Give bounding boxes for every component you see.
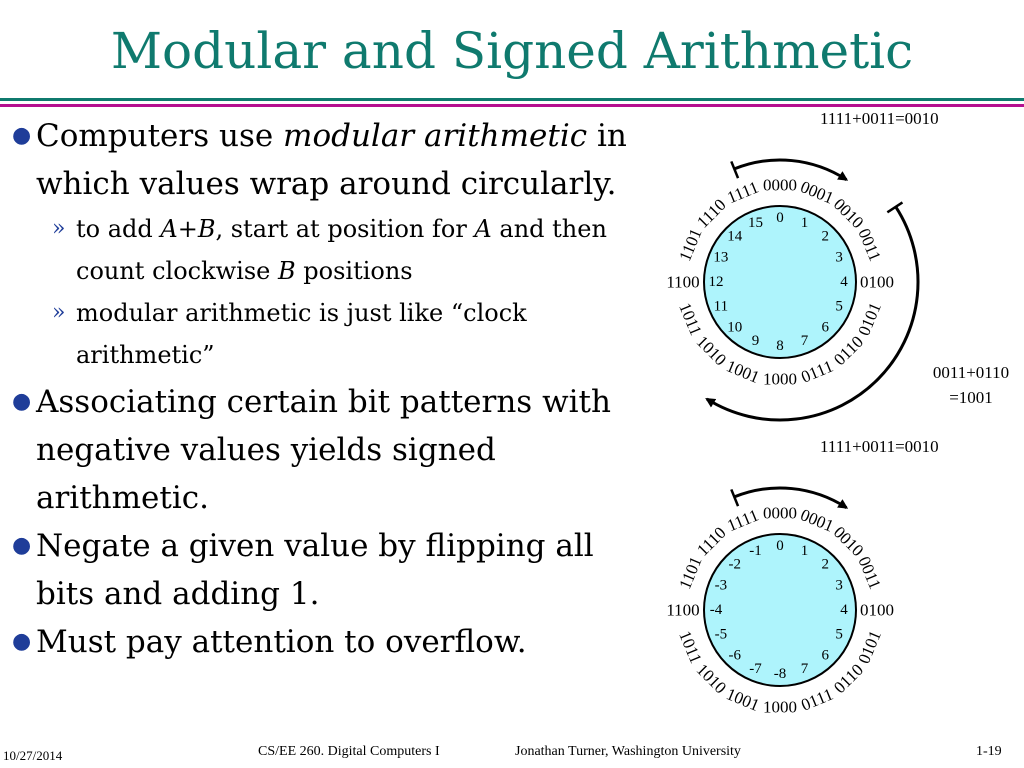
clock-value-label: -1 <box>749 542 762 559</box>
bit-pattern-label: 1110 <box>693 523 730 560</box>
clock-value-label: 13 <box>713 249 729 266</box>
bit-pattern-label: 0010 <box>829 522 868 561</box>
clock-value-label: 7 <box>800 333 809 350</box>
clock-value-label: -5 <box>714 626 728 643</box>
sub-bullet-clock: » modular arithmetic is just like “clock arithmetic” <box>10 292 640 376</box>
signed-clock-svg <box>630 438 1024 758</box>
bit-pattern-label: 1100 <box>666 600 700 620</box>
footer-date: 10/27/2014 <box>3 748 63 763</box>
bit-pattern-label: 1010 <box>692 331 731 370</box>
bit-pattern-label: 0000 <box>763 503 797 523</box>
bit-pattern-label: 1001 <box>723 356 763 387</box>
clock-value-label: 15 <box>748 214 764 231</box>
clock-value-label: 2 <box>821 556 830 573</box>
clock-value-label: 0 <box>776 210 784 226</box>
clock-value-label: 7 <box>800 661 809 678</box>
bit-pattern-label: 0010 <box>829 194 868 233</box>
clock-value-label: -6 <box>728 647 741 664</box>
bit-pattern-label: 0101 <box>854 627 885 667</box>
bit-pattern-label: 0101 <box>854 299 885 339</box>
bullet-list <box>10 112 640 666</box>
bullet-modular: ● Computers use modular arithmetic in which values wrap around circularly. <box>10 112 640 208</box>
bit-pattern-label: 1111 <box>724 177 762 208</box>
bit-pattern-label: 1000 <box>763 697 797 717</box>
clock-value-label: 5 <box>835 626 843 643</box>
bit-pattern-label: 0011 <box>854 225 885 264</box>
bit-pattern-label: 1100 <box>666 272 700 292</box>
bit-pattern-label: 0000 <box>763 175 797 195</box>
bullet-dot-icon: ● <box>12 533 32 558</box>
clock-value-label: 1 <box>800 542 809 559</box>
bit-pattern-label: 0100 <box>860 600 894 620</box>
clock-value-label: 5 <box>835 298 843 315</box>
title-rule-magenta <box>0 104 1024 107</box>
modular-clock-diagram <box>630 110 1024 430</box>
bullet-negate: ● Negate a given value by flipping all bits and adding 1. <box>10 522 640 618</box>
clock-value-label: -8 <box>773 666 787 682</box>
sub-bullet-marker-icon: » <box>52 300 66 325</box>
clock-value-label: 4 <box>840 274 848 290</box>
bit-pattern-label: 1111 <box>724 505 762 536</box>
clock-value-label: 14 <box>727 228 743 245</box>
clock-value-label: 6 <box>821 319 830 336</box>
bit-pattern-label: 1000 <box>763 369 797 389</box>
caption-top: 1111+0011=0010 <box>820 110 939 128</box>
clock-value-label: 6 <box>821 647 830 664</box>
caption-right-2: =1001 <box>949 388 993 407</box>
clock-value-label: -7 <box>749 661 762 678</box>
bullet-overflow: ● Must pay attention to overflow. <box>10 618 640 666</box>
caption-top: 1111+0011=0010 <box>820 438 939 456</box>
bit-pattern-label: 1010 <box>692 659 731 698</box>
arc-start-tick-2 <box>887 202 902 212</box>
title-rule-teal <box>0 98 1024 101</box>
bit-pattern-label: 1001 <box>723 684 763 715</box>
bit-pattern-label: 1110 <box>693 195 730 232</box>
arc-start-tick <box>731 161 738 178</box>
bit-pattern-label: 1101 <box>675 225 706 264</box>
bit-pattern-label: 1011 <box>675 300 706 339</box>
clock-value-label: -3 <box>714 577 728 594</box>
clock-value-label: 3 <box>835 577 843 594</box>
clock-value-label: 4 <box>840 602 848 618</box>
bullet-dot-icon: ● <box>12 389 32 414</box>
clock-value-label: 2 <box>821 228 830 245</box>
bit-pattern-label: 0111 <box>798 684 836 715</box>
clock-value-label: 11 <box>713 298 729 315</box>
clock-value-label: 12 <box>708 274 724 290</box>
bit-pattern-label: 0001 <box>797 177 837 208</box>
bullet-dot-icon: ● <box>12 629 32 654</box>
clock-value-label: 1 <box>800 214 809 231</box>
bit-pattern-label: 1011 <box>675 628 706 667</box>
footer-author: Jonathan Turner, Washington University <box>515 744 741 759</box>
bit-pattern-label: 0001 <box>797 505 837 536</box>
clock-value-label: -4 <box>709 602 723 618</box>
clock-value-label: -2 <box>728 556 741 573</box>
signed-clock-diagram <box>630 438 1024 758</box>
footer-course: CS/EE 260. Digital Computers I <box>258 744 440 759</box>
bit-pattern-label: 0011 <box>854 553 885 592</box>
bit-pattern-label: 1101 <box>675 553 706 592</box>
slide-title: Modular and Signed Arithmetic <box>110 22 914 80</box>
bit-pattern-label: 0110 <box>830 660 868 698</box>
footer-page-number: 1-19 <box>976 744 1002 759</box>
bullet-signed: ● Associating certain bit patterns with negative values yields signed arithmetic. <box>10 378 640 522</box>
arc-start-tick <box>731 489 738 506</box>
clock-value-label: 10 <box>727 319 743 336</box>
bit-pattern-label: 0111 <box>798 356 836 387</box>
clock-value-label: 9 <box>751 333 760 350</box>
clock-value-label: 3 <box>835 249 843 266</box>
bullet-dot-icon: ● <box>12 123 32 148</box>
bit-pattern-label: 0100 <box>860 272 894 292</box>
clock-face <box>704 534 856 686</box>
clock-value-label: 0 <box>776 538 784 554</box>
sub-bullet-add: » to add A+B, start at position for A and then count clockwise B positions <box>10 208 640 292</box>
modular-clock-svg <box>630 110 1024 430</box>
bit-pattern-label: 0110 <box>830 332 868 370</box>
caption-right-1: 0011+0110 <box>932 363 1010 382</box>
clock-value-label: 8 <box>776 338 784 354</box>
sub-bullet-marker-icon: » <box>52 216 66 241</box>
